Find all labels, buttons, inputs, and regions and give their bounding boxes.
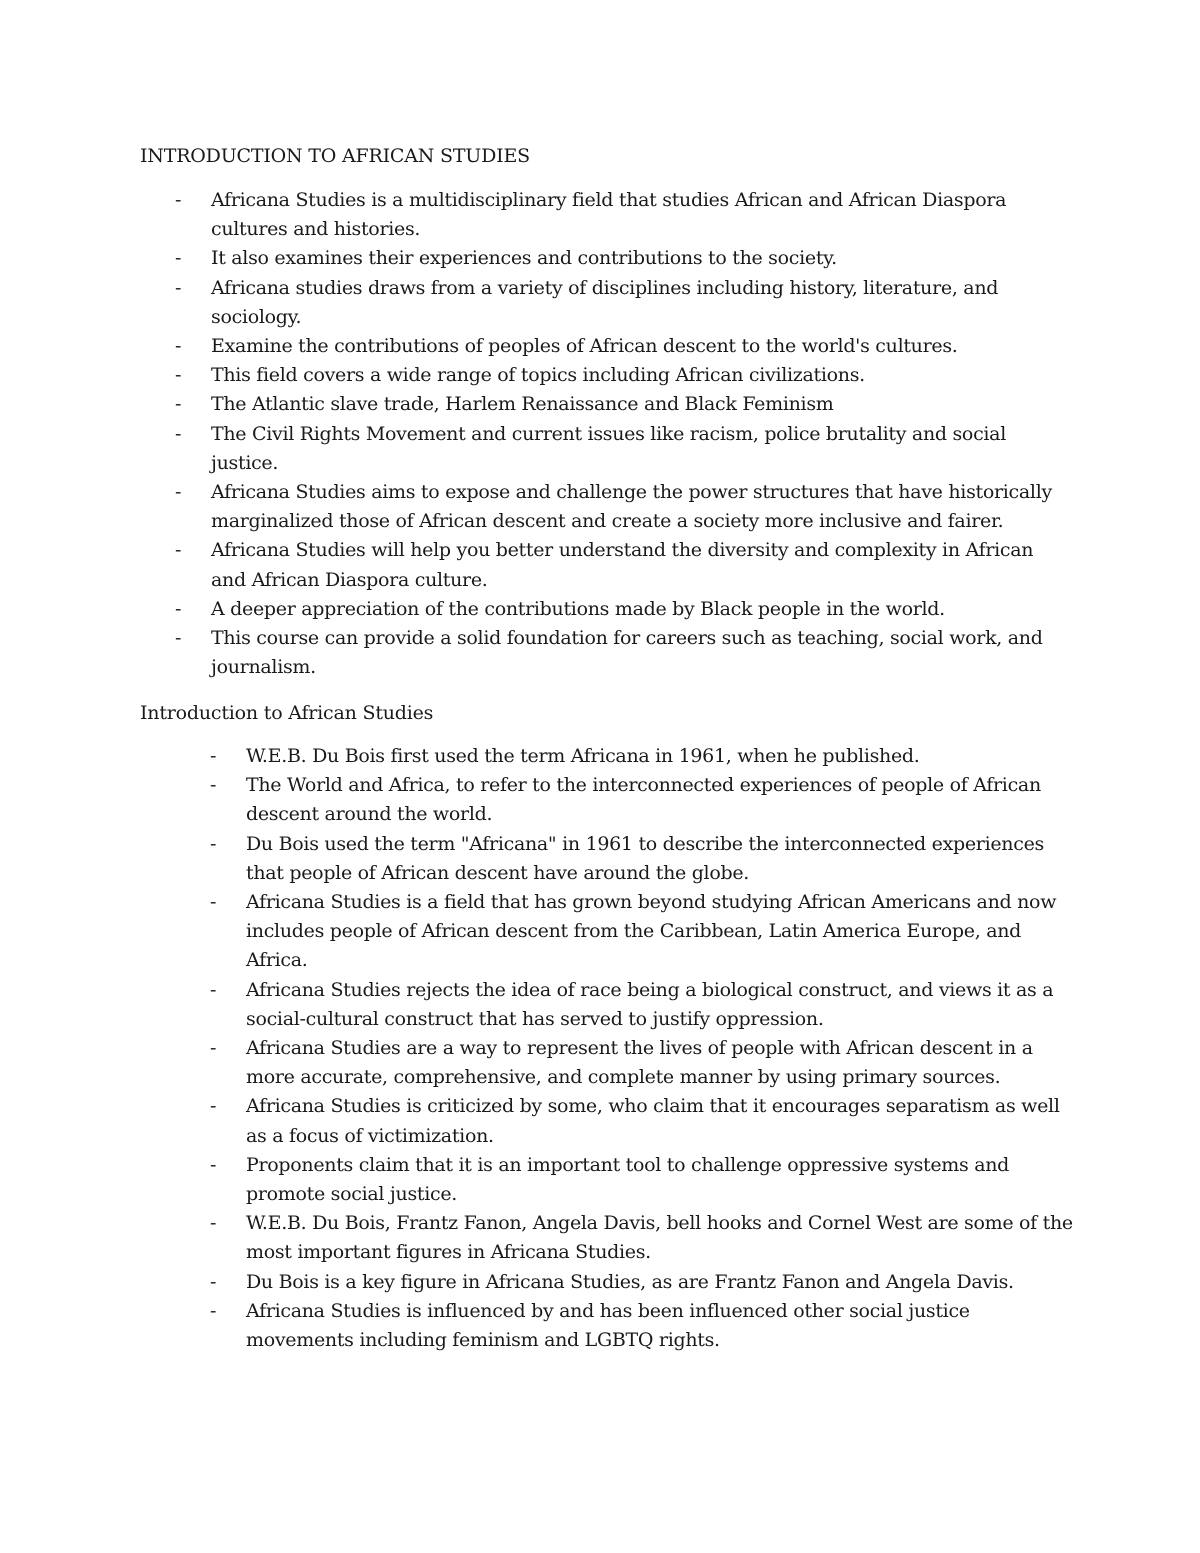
list-item	[208, 742, 1078, 771]
list-item-text: Africana Studies aims to expose and challenge the power structures that have historically marginalized those of African descent and create a society more inclusive and fairer.	[211, 481, 1052, 533]
list-item	[173, 274, 1073, 332]
list-item	[173, 420, 1073, 478]
list-item	[173, 332, 1073, 361]
list-item-text: Proponents claim that it is an important tool to challenge oppressive systems and promote social justice.	[246, 1153, 1010, 1206]
bullet-dash: -	[210, 891, 217, 914]
list-item-text: The Atlantic slave trade, Harlem Renaissance and Black Feminism	[211, 393, 834, 416]
section-2-bullet-list	[208, 742, 1078, 1355]
section-1-heading: INTRODUCTION TO AFRICAN STUDIES	[140, 145, 530, 167]
bullet-dash: -	[175, 364, 182, 387]
bullet-dash: -	[175, 627, 182, 650]
list-item-text: It also examines their experiences and contributions to the society.	[211, 247, 837, 270]
list-item-text: Africana Studies rejects the idea of race being a biological construct, and views it as a social-cultural construct that has served to justify oppression.	[246, 978, 1054, 1030]
list-item	[173, 536, 1073, 594]
list-item-text: This field covers a wide range of topics including African civilizations.	[211, 364, 865, 387]
bullet-dash: -	[210, 832, 217, 855]
list-item	[208, 1297, 1078, 1355]
list-item-text: The World and Africa, to refer to the interconnected experiences of people of African descent around the world.	[246, 774, 1041, 826]
bullet-dash: -	[175, 335, 182, 358]
list-item-text: A deeper appreciation of the contributions made by Black people in the world.	[211, 597, 945, 620]
bullet-dash: -	[210, 1095, 217, 1118]
list-item-text: Africana Studies is criticized by some, who claim that it encourages separatism as well as a focus of victimization.	[246, 1095, 1060, 1147]
list-item-text: Africana studies draws from a variety of disciplines including history, literature, and sociology.	[211, 276, 999, 328]
list-item-text: Du Bois is a key figure in Africana Studies, as are Frantz Fanon and Angela Davis.	[246, 1270, 1014, 1293]
bullet-dash: -	[210, 745, 217, 767]
bullet-dash: -	[175, 539, 182, 562]
list-item	[173, 478, 1073, 536]
list-item	[208, 1034, 1078, 1092]
bullet-dash: -	[210, 1270, 217, 1293]
list-item	[208, 1209, 1078, 1267]
list-item	[173, 186, 1073, 244]
bullet-dash: -	[175, 422, 182, 445]
list-item-text: W.E.B. Du Bois, Frantz Fanon, Angela Davis, bell hooks and Cornel West are some of the most important figures in Africana Studies.	[246, 1212, 1073, 1264]
list-item	[208, 830, 1078, 888]
list-item	[173, 361, 1073, 390]
list-item-text: This course can provide a solid foundation for careers such as teaching, social work, and journalism.	[211, 627, 1043, 679]
list-item	[173, 390, 1073, 419]
bullet-dash: -	[210, 978, 217, 1001]
list-item	[208, 771, 1078, 829]
bullet-dash: -	[175, 393, 182, 416]
bullet-dash: -	[210, 1037, 217, 1060]
list-item-text: Africana Studies is a multidisciplinary field that studies African and African Diaspora cultures and histories.	[211, 189, 1007, 241]
list-item	[173, 595, 1073, 624]
bullet-dash: -	[210, 1212, 217, 1235]
list-item	[208, 1151, 1078, 1209]
section-1-bullet-list	[173, 186, 1073, 682]
list-item-text: W.E.B. Du Bois first used the term Africana in 1961, when he published.	[246, 745, 920, 767]
list-item-text: Africana Studies will help you better understand the diversity and complexity in African and African Diaspora culture.	[211, 539, 1034, 591]
list-item	[208, 976, 1078, 1034]
bullet-dash: -	[210, 774, 217, 797]
list-item-text: The Civil Rights Movement and current issues like racism, police brutality and social justice.	[211, 422, 1006, 474]
bullet-dash: -	[210, 1299, 217, 1322]
list-item	[173, 244, 1073, 273]
bullet-dash: -	[175, 276, 182, 299]
list-item-text: Africana Studies is influenced by and has been influenced other social justice movements including feminism and LGBTQ rights.	[246, 1299, 970, 1352]
list-item-text: Du Bois used the term "Africana" in 1961 to describe the interconnected experiences that people of African descent have around the globe.	[246, 832, 1044, 884]
bullet-dash: -	[175, 597, 182, 620]
list-item-text: Examine the contributions of peoples of African descent to the world's cultures.	[211, 335, 958, 358]
list-item	[208, 1092, 1078, 1150]
bullet-dash: -	[210, 1153, 217, 1176]
bullet-dash: -	[175, 481, 182, 504]
bullet-dash: -	[175, 247, 182, 270]
bullet-dash: -	[175, 189, 182, 211]
list-item	[173, 624, 1073, 682]
list-item-text: Africana Studies are a way to represent the lives of people with African descent in a more accurate, comprehensive, and complete manner by using primary sources.	[246, 1037, 1033, 1089]
list-item	[208, 888, 1078, 976]
section-2-heading: Introduction to African Studies	[140, 702, 434, 724]
list-item-text: Africana Studies is a field that has grown beyond studying African Americans and now includes people of African descent from the Caribbean, Latin America Europe, and Africa.	[246, 891, 1057, 972]
list-item	[208, 1268, 1078, 1297]
